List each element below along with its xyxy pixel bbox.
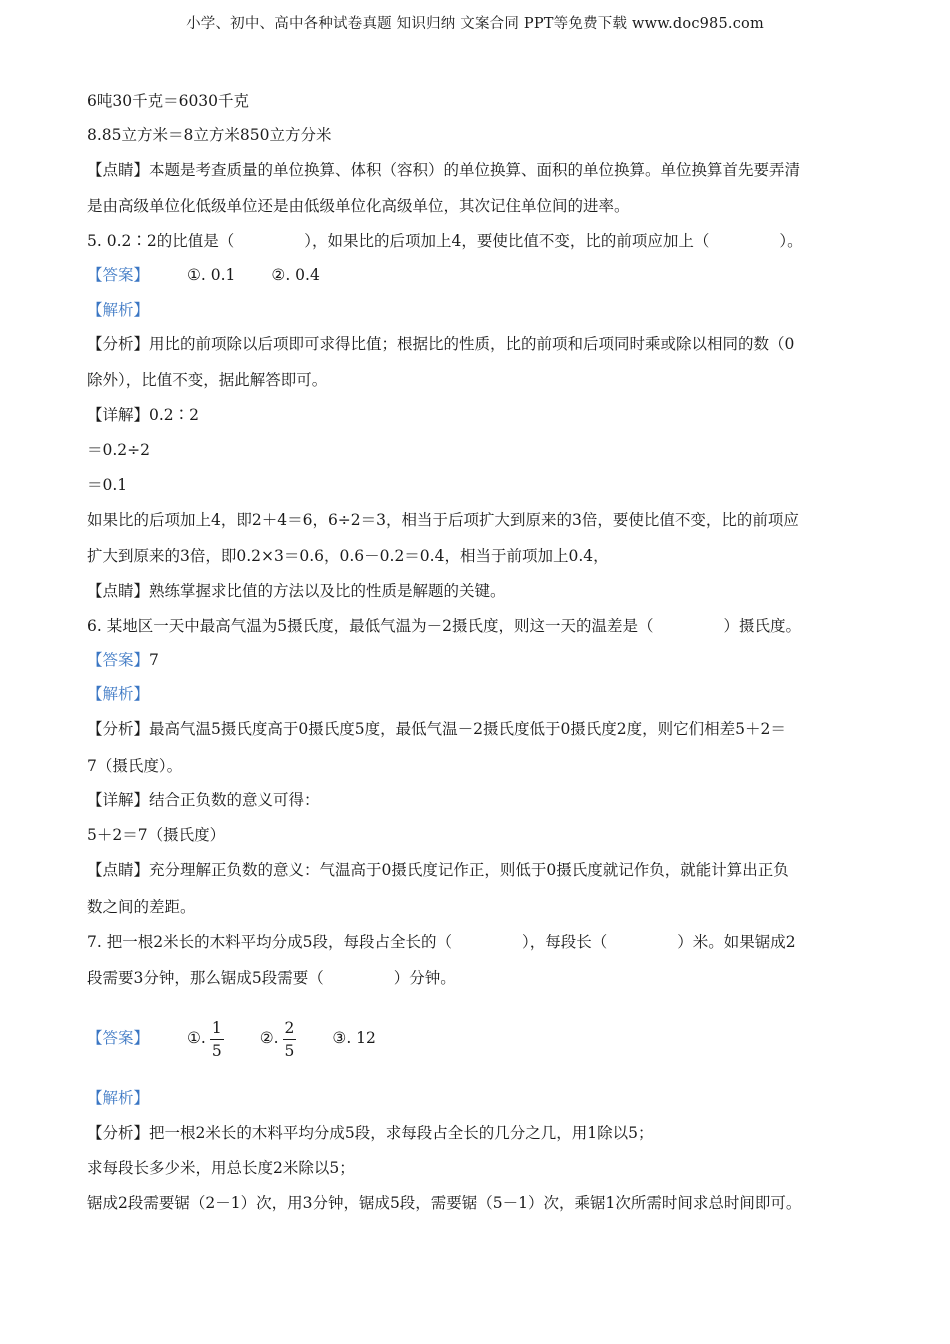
fraction-numerator: 1 <box>210 1017 224 1040</box>
answer-mark: ②. <box>259 1029 279 1047</box>
answer-5 <box>87 265 320 285</box>
answer-value: ①. 0.1 <box>187 266 236 284</box>
answer-value: 7 <box>149 651 159 669</box>
fraction-numerator: 2 <box>283 1017 297 1040</box>
answer-label: 【答案】 <box>87 651 150 669</box>
question-5-part3: ）。 <box>779 232 803 250</box>
analysis-line: 求每段长多少米，用总长度2米除以5； <box>87 1159 355 1177</box>
answer-label: 【答案】 <box>87 1029 150 1047</box>
question-7-part2: ），每段长（ <box>521 933 608 951</box>
question-5 <box>87 231 803 251</box>
dianjing-line: 【点睛】本题是考查质量的单位换算、体积（容积）的单位换算、面积的单位换算。单位换算首先要弄清 <box>87 161 801 179</box>
analysis-line: 【分析】用比的前项除以后项即可求得比值；根据比的性质，比的前项和后项同时乘或除以相同的数（0 <box>87 335 795 353</box>
question-7-part3: ）米。如果锯成2 <box>677 933 796 951</box>
question-7-part4: 段需要3分钟，那么锯成5段需要（ <box>87 969 324 987</box>
answer-value: ③. 12 <box>332 1029 376 1047</box>
detail-line: 【详解】0.2∶2 <box>87 406 200 424</box>
detail-line: ＝0.1 <box>87 476 128 494</box>
detail-line: 5＋2＝7（摄氏度） <box>87 826 226 844</box>
analysis-line: 除外），比值不变，据此解答即可。 <box>87 371 328 389</box>
question-6 <box>87 616 801 636</box>
fraction-one-fifth <box>210 1017 224 1062</box>
question-5-part1: 5. 0.2∶2的比值是（ <box>87 232 235 250</box>
dianjing-line: 数之间的差距。 <box>87 898 196 916</box>
fraction-two-fifths <box>283 1017 297 1062</box>
detail-line: 扩大到原来的3倍，即0.2×3＝0.6，0.6－0.2＝0.4，相当于前项加上0.4， <box>87 547 609 565</box>
answer-mark: ①. <box>187 1029 206 1047</box>
analysis-line: 7（摄氏度）。 <box>87 757 183 775</box>
jiexi-label: 【解析】 <box>87 685 150 703</box>
question-6-part1: 6. 某地区一天中最高气温为5摄氏度，最低气温为－2摄氏度，则这一天的温差是（ <box>87 617 654 635</box>
jiexi-label: 【解析】 <box>87 301 150 319</box>
page-header: 小学、初中、高中各种试卷真题 知识归纳 文案合同 PPT等免费下载 www.doc985.com <box>186 16 764 32</box>
question-6-part2: ）摄氏度。 <box>723 617 801 635</box>
analysis-line: 【分析】把一根2米长的木料平均分成5段，求每段占全长的几分之几，用1除以5； <box>87 1124 654 1142</box>
detail-line: ＝0.2÷2 <box>87 441 150 459</box>
answer-6 <box>87 650 159 670</box>
text-line: 6吨30千克＝6030千克 <box>87 92 250 110</box>
answer-7 <box>87 1013 376 1063</box>
answer-value: ②. 0.4 <box>271 266 320 284</box>
detail-line: 【详解】结合正负数的意义可得： <box>87 791 320 809</box>
dianjing-line: 【点睛】充分理解正负数的意义：气温高于0摄氏度记作正，则低于0摄氏度就记作负，就能计算出正负 <box>87 861 789 879</box>
analysis-line: 锯成2段需要锯（2－1）次，用3分钟，锯成5段，需要锯（5－1）次，乘锯1次所需时间求总时间即可。 <box>87 1194 802 1212</box>
question-5-part2: ），如果比的后项加上4，要使比值不变，比的前项应加上（ <box>304 232 710 250</box>
jiexi-label: 【解析】 <box>87 1089 150 1107</box>
fraction-denominator: 5 <box>211 1041 222 1060</box>
question-7-part5: ）分钟。 <box>393 969 456 987</box>
detail-line: 如果比的后项加上4，即2＋4＝6，6÷2＝3，相当于后项扩大到原来的3倍，要使比值不变，比的前项应 <box>87 511 799 529</box>
dianjing-line: 【点睛】熟练掌握求比值的方法以及比的性质是解题的关键。 <box>87 582 506 600</box>
answer-label: 【答案】 <box>87 266 150 284</box>
question-7-part1: 7. 把一根2米长的木料平均分成5段，每段占全长的（ <box>87 933 452 951</box>
analysis-line: 【分析】最高气温5摄氏度高于0摄氏度5度，最低气温－2摄氏度低于0摄氏度2度，则它们相差5＋2＝ <box>87 720 786 738</box>
fraction-denominator: 5 <box>284 1041 295 1060</box>
text-line: 是由高级单位化低级单位还是由低级单位化高级单位，其次记住单位间的进率。 <box>87 197 630 215</box>
text-line: 8.85立方米＝8立方米850立方分米 <box>87 126 332 144</box>
question-7 <box>87 932 796 952</box>
question-7-cont <box>87 968 456 988</box>
